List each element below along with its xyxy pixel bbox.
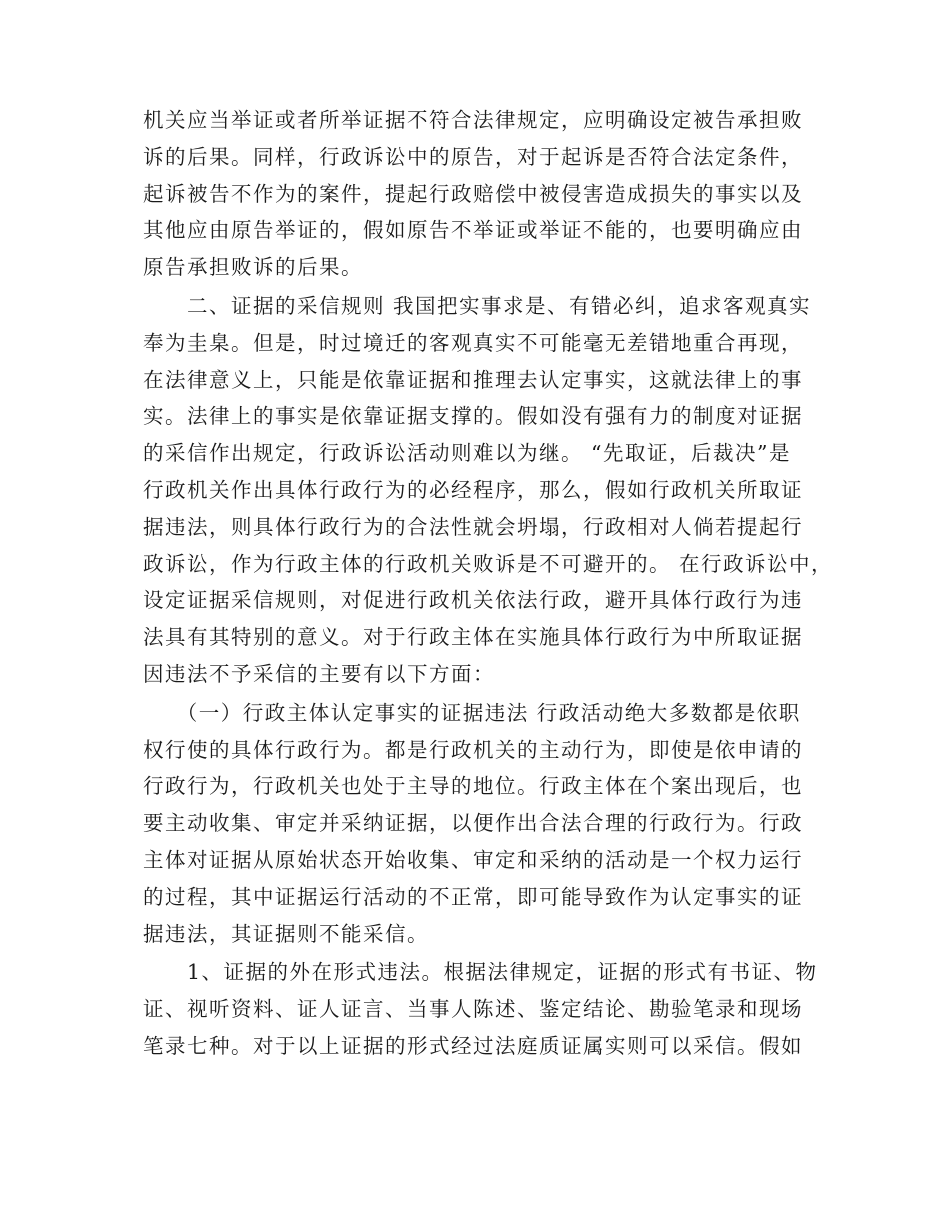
text-line: 证、视听资料、证人证言、当事人陈述、鉴定结论、勘验笔录和现场 <box>143 997 803 1022</box>
text-line: 的采信作出规定，行政诉讼活动则难以为继。 “先取证，后裁决”是 <box>143 441 791 466</box>
text-line: 起诉被告不作为的案件，提起行政赔偿中被侵害造成损失的事实以及 <box>143 181 803 206</box>
text-line: 政诉讼，作为行政主体的行政机关败诉是不可避开的。 在行政诉讼中， <box>143 551 834 576</box>
text-line: 法具有其特别的意义。对于行政主体在实施具体行政行为中所取证据 <box>143 625 803 650</box>
paragraph-heading-line: 二、证据的采信规则 我国把实事求是、有错必纠，追求客观真实 <box>143 293 812 318</box>
text-line: 奉为圭臬。但是，时过境迁的客观真实不可能毫无差错地重合再现， <box>143 330 803 355</box>
text-line: 机关应当举证或者所举证据不符合法律规定，应明确设定被告承担败 <box>143 108 803 132</box>
text-line: 其他应由原告举证的，假如原告不举证或举证不能的，也要明确应由 <box>143 218 803 243</box>
text-line: 行政行为，行政机关也处于主导的地位。行政主体在个案出现后，也 <box>143 774 803 799</box>
text-line: 笔录七种。对于以上证据的形式经过法庭质证属实则可以采信。假如 <box>143 1033 803 1058</box>
paragraph-heading-line: 1、证据的外在形式违法。根据法律规定，证据的形式有书证、物 <box>143 960 818 985</box>
text-line: 要主动收集、审定并采纳证据，以便作出合法合理的行政行为。行政 <box>143 811 803 836</box>
text-line: 权行使的具体行政行为。都是行政机关的主动行为，即使是依申请的 <box>143 737 803 762</box>
text-line: 的过程，其中证据运行活动的不正常，即可能导致作为认定事实的证 <box>143 884 803 909</box>
document-body <box>143 102 834 1065</box>
text-line: 据违法，则具体行政行为的合法性就会坍塌，行政相对人倘若提起行 <box>143 514 803 539</box>
text-line: 在法律意义上，只能是依靠证据和推理去认定事实，这就法律上的事 <box>143 367 803 392</box>
text-line: 实。法律上的事实是依靠证据支撑的。假如没有强有力的制度对证据 <box>143 404 803 429</box>
text-line: 因违法不予采信的主要有以下方面： <box>143 661 495 686</box>
paragraph-heading-line: （一）行政主体认定事实的证据违法 行政活动绝大多数都是依职 <box>143 700 801 725</box>
text-line: 原告承担败诉的后果。 <box>143 255 363 280</box>
text-line: 设定证据采信规则，对促进行政机关依法行政，避开具体行政行为违 <box>143 588 803 613</box>
text-line: 行政机关作出具体行政行为的必经程序，那么，假如行政机关所取证 <box>143 477 803 502</box>
text-line: 据违法，其证据则不能采信。 <box>143 921 429 946</box>
text-line: 主体对证据从原始状态开始收集、审定和采纳的活动是一个权力运行 <box>143 847 803 872</box>
text-line: 诉的后果。同样，行政诉讼中的原告，对于起诉是否符合法定条件， <box>143 144 803 169</box>
